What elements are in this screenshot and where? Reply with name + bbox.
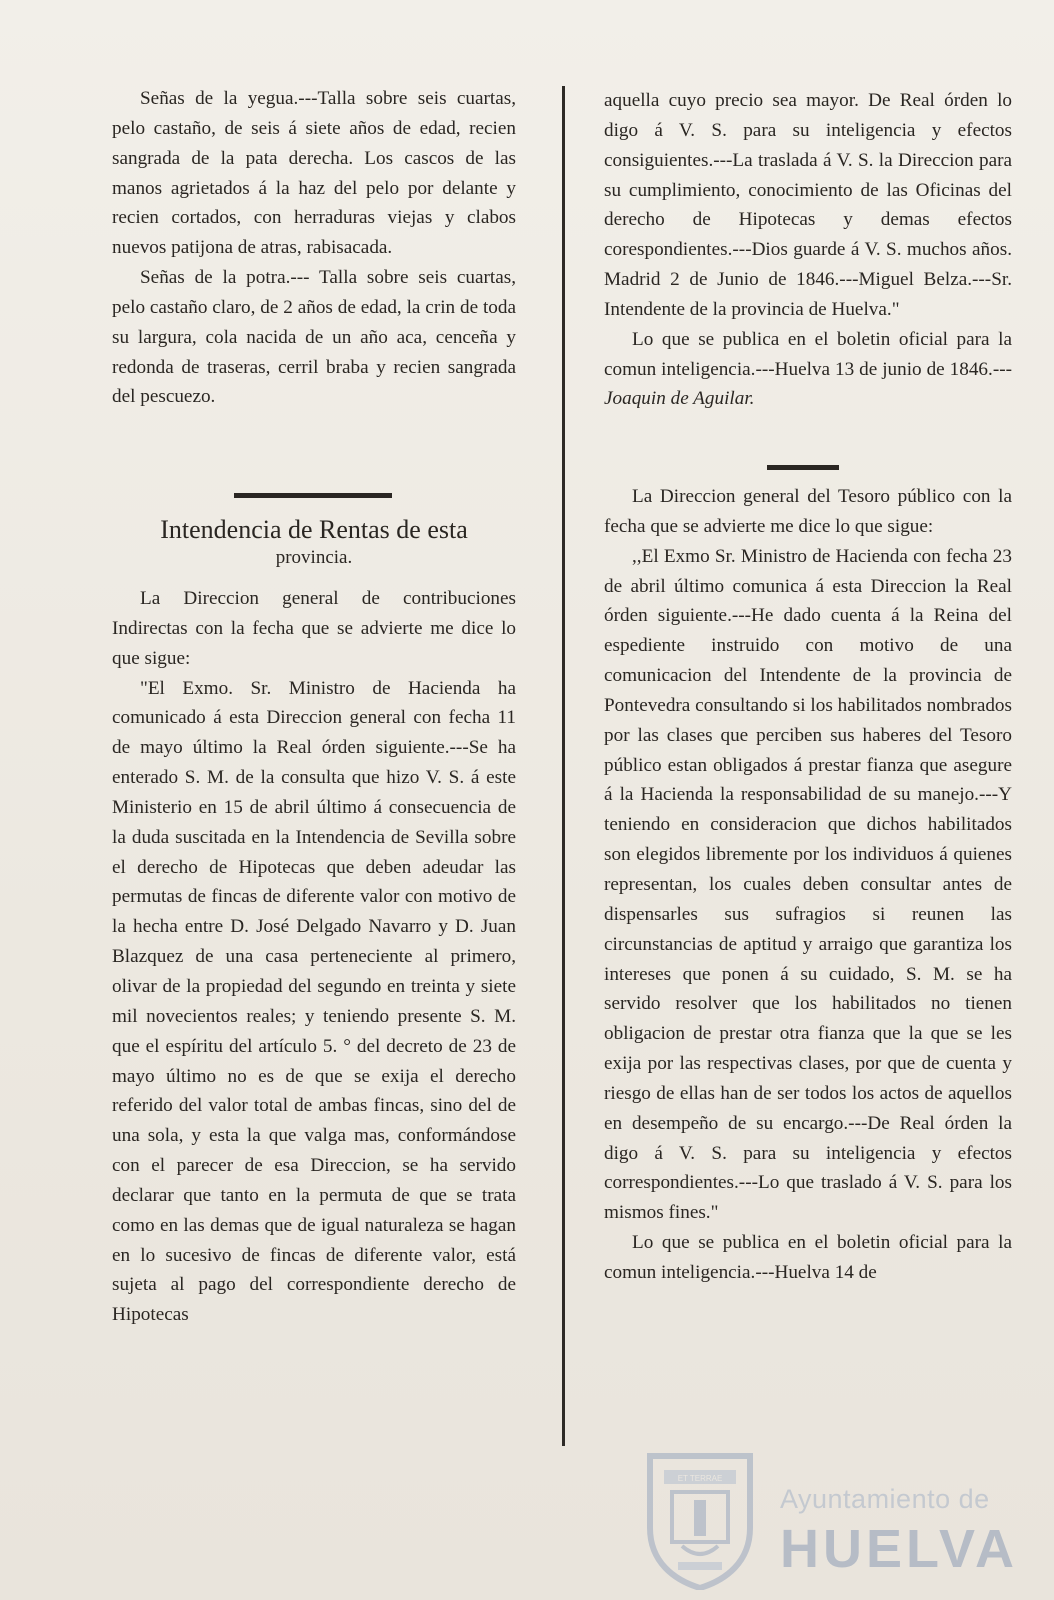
huelva-watermark: [622, 1448, 1042, 1594]
mare-description: Señas de la yegua.---Talla sobre seis cuartas, pelo castaño, de seis á siete años de edad, recien sangrada de la pata derecha. Los cascos de las manos agrietados á la haz del pelo por delante y recien cortados, con herraduras viejas y clabos nuevos patijona de atras, rabisacada.: [112, 88, 516, 259]
treasury-order: ,,El Exmo Sr. Ministro de Hacienda con fecha 23 de abril último comunica á esta Direccion la Real órden siguiente.---He dado cuenta á la Reina del espediente instruido con motivo de una comunicacion del Intendente de la provincia de Pontevedra consultando si los habilitados nombrados por las clases que perciben sus haberes del Tesoro público estan obligados á prestar fianza que asegure á la Hacienda la responsabilidad de su manejo.---Y teniendo en consideracion que dichos habilitados son elegidos libremente por los individuos á quienes representan, los cuales deben consultar antes de dispensarles sus sufragios si reunen las circunstancias de aptitud y arraigo que garantiza los intereses que ponen á su cuidado, S. M. se ha servido resolver que los habilitados no tienen obligacion de prestar otra fianza que la que se les exija por las respectivas clases, por que de cuenta y riesgo de ellas han de ser todos los actos de aquellos en desempeño de su encargo.---De Real órden la digo á V. S. para su inteligencia y efectos correspondientes.---Lo que traslado á V. S. para los mismos fines.": [604, 545, 1012, 1224]
heading-main: Intendencia de Rentas de esta: [160, 515, 468, 544]
publication-notice-1: [604, 325, 1012, 415]
left-column-lower: [112, 584, 516, 1330]
treasury-intro: La Direccion general del Tesoro público con la fecha que se advierte me dice lo que sigue:: [604, 486, 1012, 537]
column-divider: [562, 86, 565, 1446]
right-column: [604, 86, 1012, 414]
shield-text: ET TERRAE: [677, 1474, 723, 1483]
coat-of-arms-icon: [642, 1450, 758, 1590]
section-separator-right: [767, 465, 839, 470]
section-heading: [112, 514, 516, 570]
right-column-lower: [604, 482, 1012, 1288]
signature: Joaquin de Aguilar.: [604, 388, 755, 410]
order-continuation: aquella cuyo precio sea mayor. De Real órden lo digo á V. S. para su inteligencia y efectos consiguientes.---La traslada á V. S. la Direccion para su cumplimiento, conocimiento de las Oficinas del derecho de Hipotecas y demas efectos corespondientes.---Dios guarde á V. S. muchos años. Madrid 2 de Junio de 1846.---Miguel Belza.---Sr. Intendente de la provincia de Huelva.": [604, 90, 1012, 320]
filly-description: Señas de la potra.--- Talla sobre seis cuartas, pelo castaño claro, de 2 años de edad, la crin de toda su largura, cola nacida de un año aca, cenceña y redonda de traseras, cerril braba y recien sangrada del pescuezo.: [112, 267, 516, 408]
section-separator-left: [234, 493, 392, 498]
royal-order-paragraph: "El Exmo. Sr. Ministro de Hacienda ha comunicado á esta Direccion general con fecha 11 de mayo último la Real órden siguiente.---Se ha enterado S. M. de la consulta que hizo V. S. á este Ministerio en 15 de abril último á consecuencia de la duda suscitada en la Intendencia de Sevilla sobre el derecho de Hipotecas que deben adeudar las permutas de fincas de diferente valor con motivo de la hecha entre D. José Delgado Navarro y D. Juan Blazquez de una casa perteneciente al primero, olivar de la propiedad del segundo en treinta y siete mil novecientos reales; y teniendo presente S. M. que el espíritu del artículo 5. ° del decreto de 23 de mayo último no es de que se exija el derecho referido del valor total de ambas fincas, sino del de una sola, y esta la que valga mas, conformándose con el parecer de esa Direccion, se ha servido declarar que tanto en la permuta de que se trata como en las demas que de igual naturaleza se hagan en lo sucesivo de fincas de diferente valor, está sujeta al pago del correspondiente derecho de Hipotecas: [112, 677, 516, 1326]
watermark-line2: HUELVA: [780, 1519, 1018, 1579]
publication-text-1: Lo que se publica en el boletin oficial para la comun inteligencia.---Huelva 13 de junio de 1846.---: [604, 328, 1012, 380]
watermark-line1: Ayuntamiento de: [780, 1484, 990, 1514]
left-column: [112, 84, 516, 412]
heading-sub: provincia.: [275, 547, 353, 568]
publication-notice-2: Lo que se publica en el boletin oficial para la comun inteligencia.---Huelva 14 de: [604, 1232, 1012, 1283]
intro-paragraph: La Direccion general de contribuciones Indirectas con la fecha que se advierte me dice lo que sigue:: [112, 588, 516, 669]
